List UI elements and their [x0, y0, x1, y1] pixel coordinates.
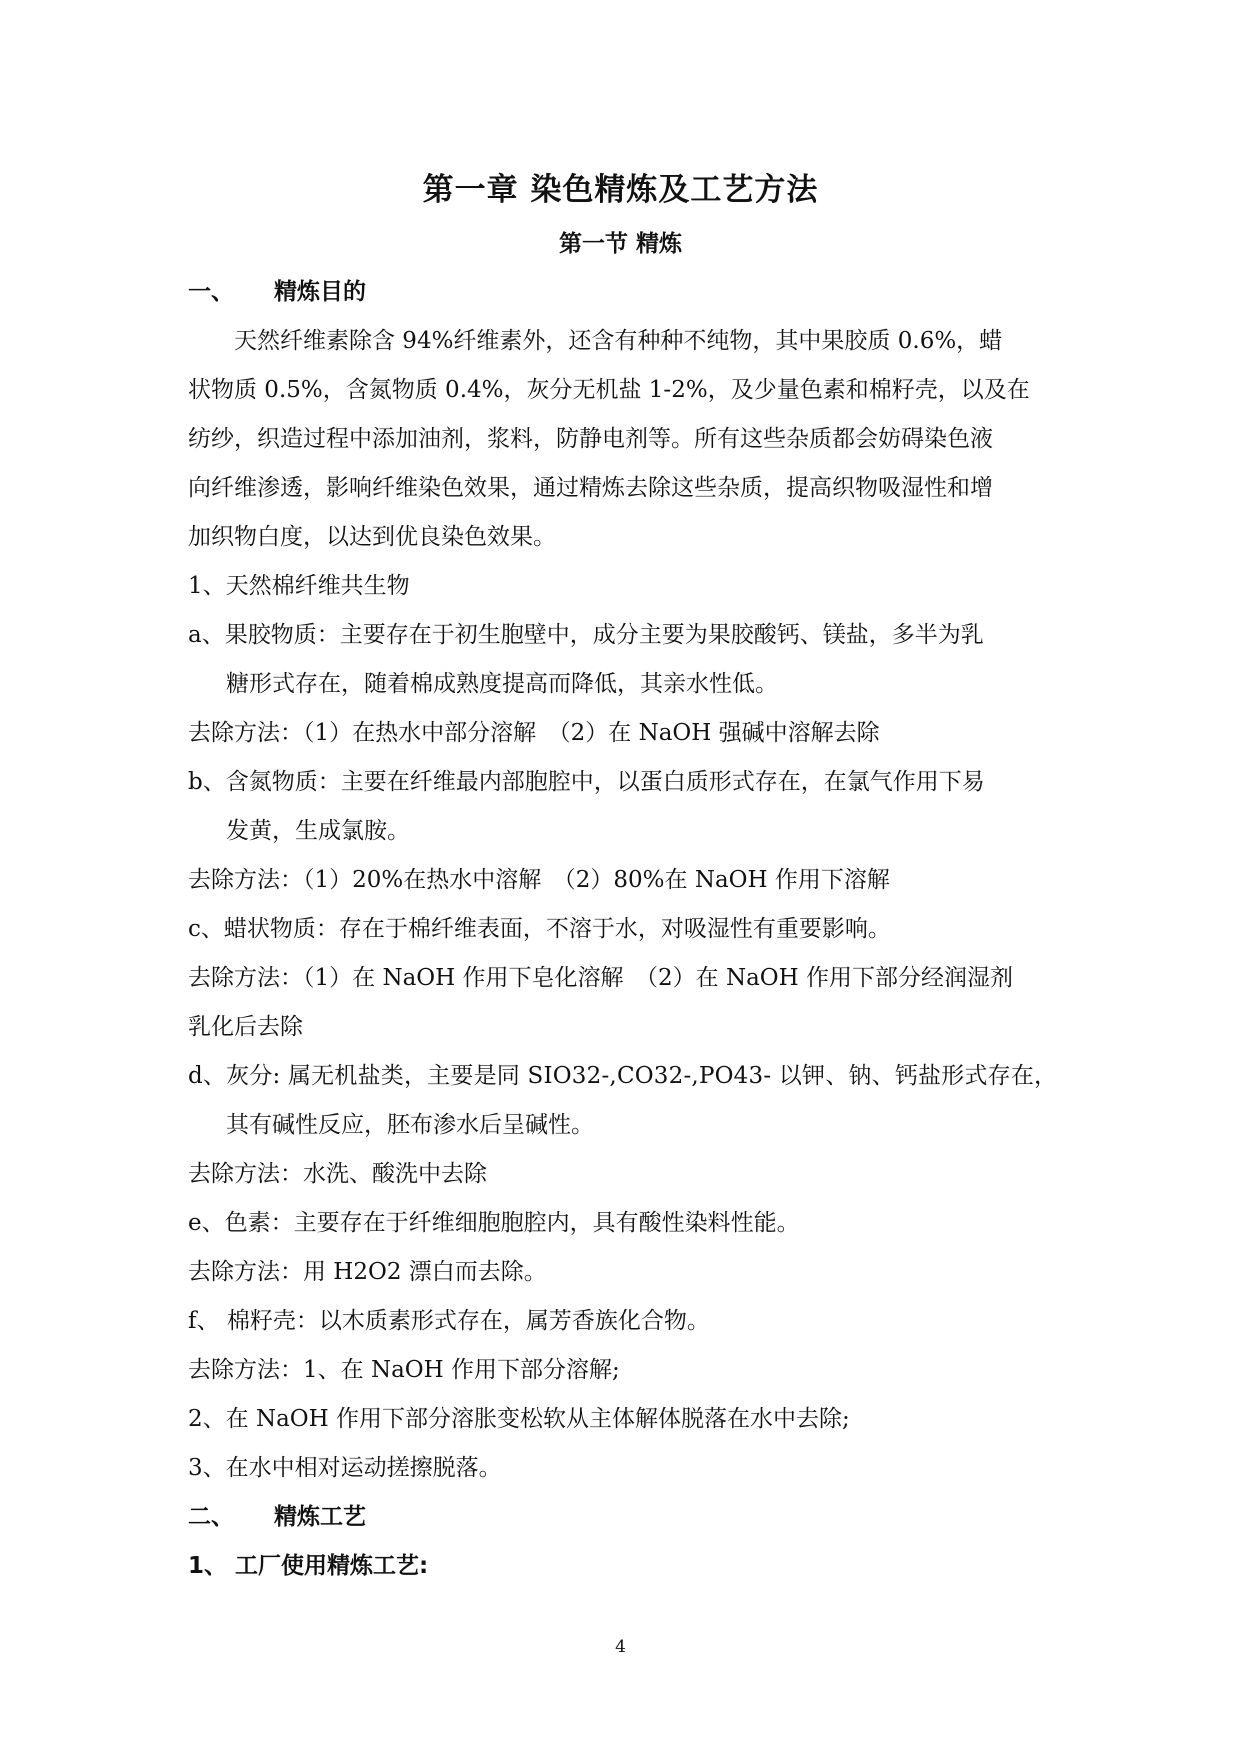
heading-number: 一、	[188, 279, 234, 305]
section-title: 第一节 精炼	[558, 231, 682, 257]
removal-method-seed-husk-step: 3、在水中相对运动搓擦脱落。	[188, 1455, 502, 1481]
removal-method-pigment: 去除方法：用 H2O2 漂白而去除。	[188, 1259, 547, 1285]
item-nitrogen-continued: 发黄，生成氯胺。	[226, 818, 410, 844]
chapter-title: 第一章 染色精炼及工艺方法	[422, 172, 819, 208]
item-wax: c、蜡状物质：存在于棉纤维表面，不溶于水，对吸湿性有重要影响。	[188, 916, 891, 942]
item-pectin: a、果胶物质：主要存在于初生胞壁中，成分主要为果胶酸钙、镁盐，多半为乳	[188, 622, 984, 648]
paragraph-line: 纺纱，织造过程中添加油剂，浆料，防静电剂等。所有这些杂质都会妨碍染色液	[188, 426, 993, 452]
item-ash: d、灰分: 属无机盐类，主要是同 SIO32-,CO32-,PO43- 以钾、钠、钙盐形式存在，	[188, 1063, 1058, 1089]
heading-purpose	[188, 268, 1056, 317]
paragraph-line: 状物质 0.5%，含氮物质 0.4%，灰分无机盐 1-2%，及少量色素和棉籽壳，以及在	[188, 377, 1030, 403]
paragraph-line: 加织物白度，以达到优良染色效果。	[188, 524, 556, 550]
removal-method-seed-husk: 去除方法：1、在 NaOH 作用下部分溶解;	[188, 1357, 620, 1383]
item-nitrogen: b、含氮物质：主要在纤维最内部胞腔中，以蛋白质形式存在，在氯气作用下易	[188, 769, 985, 795]
removal-method-ash: 去除方法：水洗、酸洗中去除	[188, 1161, 487, 1187]
removal-method-wax-continued: 乳化后去除	[188, 1014, 303, 1040]
heading-text: 精炼目的	[274, 279, 366, 305]
heading-number: 二、	[188, 1504, 234, 1530]
removal-method-pectin: 去除方法：（1）在热水中部分溶解 （2）在 NaOH 强碱中溶解去除	[188, 720, 880, 746]
heading-process	[188, 1493, 1056, 1542]
item-seed-husk: f、 棉籽壳：以木质素形式存在，属芳香族化合物。	[188, 1308, 710, 1334]
item-ash-continued: 其有碱性反应，胚布渗水后呈碱性。	[226, 1112, 594, 1138]
removal-method-nitrogen: 去除方法：（1）20%在热水中溶解 （2）80%在 NaOH 作用下溶解	[188, 867, 890, 893]
removal-method-seed-husk-step: 2、在 NaOH 作用下部分溶胀变松软从主体解体脱落在水中去除;	[188, 1406, 850, 1432]
heading-text: 精炼工艺	[274, 1504, 366, 1530]
heading-factory-process: 1、 工厂使用精炼工艺:	[188, 1553, 429, 1579]
paragraph-line: 向纤维渗透，影响纤维染色效果，通过精炼去除这些杂质，提高织物吸湿性和增	[188, 475, 993, 501]
removal-method-wax: 去除方法：（1）在 NaOH 作用下皂化溶解 （2）在 NaOH 作用下部分经润湿剂	[188, 965, 1014, 991]
page-number: 4	[615, 1637, 626, 1657]
item-pectin-continued: 糖形式存在，随着棉成熟度提高而降低，其亲水性低。	[226, 671, 778, 697]
body-text	[188, 268, 1056, 1591]
item-pigment: e、色素：主要存在于纤维细胞胞腔内，具有酸性染料性能。	[188, 1210, 800, 1236]
subheading-coexisting-substances: 1、天然棉纤维共生物	[188, 573, 410, 599]
paragraph-line: 天然纤维素除含 94%纤维素外，还含有种种不纯物，其中果胶质 0.6%，蜡	[234, 328, 1003, 354]
